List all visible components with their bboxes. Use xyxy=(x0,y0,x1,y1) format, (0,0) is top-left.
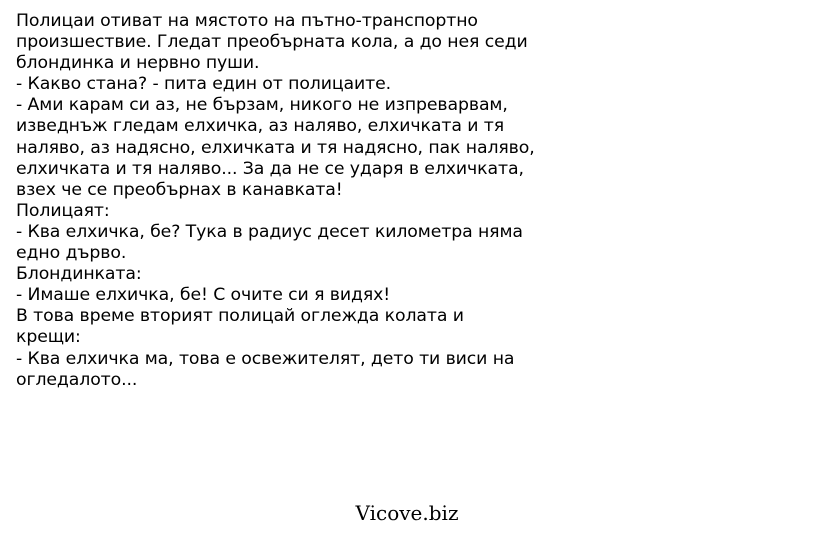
joke-line: крещи: xyxy=(16,327,81,348)
joke-line: - Ква елхичка ма, това е освежителят, дето ти виси на xyxy=(16,348,515,369)
joke-line: - Ами карам си аз, не бързам, никого не изпреварвам, xyxy=(16,95,508,116)
joke-text xyxy=(16,11,806,391)
joke-line: едно дърво. xyxy=(16,243,127,264)
joke-line: взех че се преобърнах в канавката! xyxy=(16,179,343,200)
joke-line: - Какво стана? - пита един от полицаите. xyxy=(16,74,392,95)
joke-line: В това време вторият полицай оглежда колата и xyxy=(16,306,464,327)
site-watermark: Vicove.biz xyxy=(355,501,459,525)
joke-line: огледалото... xyxy=(16,369,138,390)
joke-line: - Имаше елхичка, бе! С очите си я видях! xyxy=(16,285,391,306)
joke-line: Блондинката: xyxy=(16,264,142,285)
joke-line: наляво, аз надясно, елхичката и тя надясно, пак наляво, xyxy=(16,137,535,158)
joke-line: - Ква елхичка, бе? Тука в радиус десет километра няма xyxy=(16,221,523,242)
joke-line: изведнъж гледам елхичка, аз наляво, елхичката и тя xyxy=(16,116,504,137)
joke-line: елхичката и тя наляво... За да не се ударя в елхичката, xyxy=(16,158,524,179)
joke-line: Полицаят: xyxy=(16,200,110,221)
joke-line: произшествие. Гледат преобърната кола, а до нея седи xyxy=(16,32,528,53)
joke-line: блондинка и нервно пуши. xyxy=(16,53,260,74)
joke-line: Полицаи отиват на мястото на пътно-транспортно xyxy=(16,11,478,31)
